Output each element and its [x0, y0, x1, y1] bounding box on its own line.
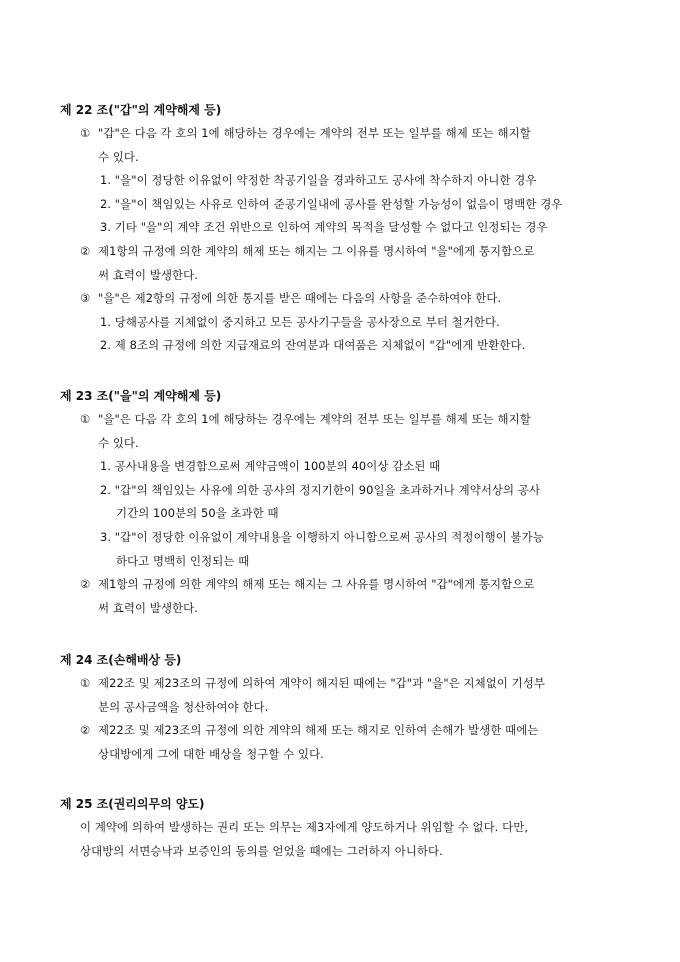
paragraph-number: ①	[80, 126, 91, 140]
list-item: 1. 공사내용을 변경함으로써 계약금액이 100분의 40이상 감소된 때	[100, 459, 441, 474]
continuation-line: 수 있다.	[98, 435, 139, 450]
paragraph-number: ①	[80, 676, 91, 690]
body-line: 이 계약에 의하여 발생하는 권리 또는 의무는 제3자에게 양도하거나 위임할 수 없다. 다만,	[80, 820, 529, 834]
paragraph-line	[60, 287, 640, 311]
article-heading: 제 23 조("을"의 계약해제 등)	[60, 389, 222, 403]
article-heading: 제 22 조("갑"의 계약해제 등)	[60, 103, 222, 117]
paragraph-text: 제1항의 규정에 의한 계약의 해제 또는 해지는 그 이유를 명시하여 "을"에게 통지함으로	[98, 243, 535, 258]
paragraph-line	[60, 240, 640, 264]
paragraph-text: "을"은 제2항의 규정에 의한 통지를 받은 때에는 다음의 사항을 준수하여야 한다.	[98, 291, 502, 306]
paragraph-number: ②	[80, 243, 91, 258]
list-item: 2. 제 8조의 규정에 의한 지급재료의 잔여분과 대여품은 지체없이 "갑"에게 반환한다.	[100, 338, 526, 353]
list-item: 2. "을"이 책임있는 사유로 인하여 준공기일내에 공사를 완성할 가능성이 없음이 명백한 경우	[100, 196, 563, 211]
continuation-line: 상대방에게 그에 대한 배상을 청구할 수 있다.	[98, 746, 324, 761]
list-item: 3. "갑"이 정당한 이유없이 계약내용을 이행하지 아니함으로써 공사의 적정이행이 불가능	[100, 529, 544, 544]
continuation-line: 수 있다.	[98, 149, 139, 164]
paragraph-number: ②	[80, 723, 91, 738]
list-item: 2. "갑"의 책임있는 사유에 의한 공사의 정지기한이 90일을 초과하거나 계약서상의 공사	[100, 482, 541, 497]
article-heading: 제 25 조(권리의무의 양도)	[60, 797, 205, 811]
article-25	[60, 792, 640, 863]
article-24	[60, 648, 640, 766]
body-line: 상대방의 서면승낙과 보증인의 동의를 얻었을 때에는 그러하지 아니하다.	[80, 843, 443, 858]
paragraph-number: ①	[80, 412, 91, 426]
continuation-line: 기간의 100분의 50을 초과한 때	[116, 506, 279, 521]
paragraph-text: "을"은 다음 각 호의 1에 해당하는 경우에는 계약의 전부 또는 일부를 해제 또는 해지할	[98, 412, 531, 426]
paragraph-line	[60, 408, 640, 432]
paragraph-text: 제22조 및 제23조의 규정에 의한 계약의 해제 또는 해지로 인하여 손해가 발생한 때에는	[98, 723, 539, 738]
paragraph-number: ③	[80, 291, 91, 306]
list-item: 1. "을"이 정당한 이유없이 약정한 착공기일을 경과하고도 공사에 착수하지 아니한 경우	[100, 173, 537, 188]
paragraph-line	[60, 122, 640, 146]
paragraph-line	[60, 719, 640, 743]
article-heading: 제 24 조(손해배상 등)	[60, 653, 182, 667]
paragraph-line	[60, 672, 640, 696]
list-item: 3. 기타 "을"의 계약 조건 위반으로 인하여 계약의 목적을 달성할 수 없다고 인정되는 경우	[100, 220, 548, 235]
paragraph-text: "갑"은 다음 각 호의 1에 해당하는 경우에는 계약의 전부 또는 일부를 해제 또는 해지할	[98, 126, 531, 140]
paragraph-line	[60, 573, 640, 597]
article-23	[60, 384, 640, 620]
continuation-line: 써 효력이 발생한다.	[98, 600, 198, 615]
continuation-line: 분의 공사금액을 청산하여야 한다.	[98, 699, 269, 714]
continuation-line: 써 효력이 발생한다.	[98, 267, 198, 282]
paragraph-text: 제1항의 규정에 의한 계약의 해제 또는 해지는 그 사유를 명시하여 "갑"에게 통지함으로	[98, 577, 535, 592]
list-item: 1. 당해공사를 지체없이 중지하고 모든 공사기구들을 공사장으로 부터 철거한다.	[100, 314, 500, 329]
article-22	[60, 98, 640, 358]
continuation-line: 하다고 명백히 인정되는 때	[116, 553, 250, 568]
paragraph-number: ②	[80, 577, 91, 592]
paragraph-text: 제22조 및 제23조의 규정에 의하여 계약이 해지된 때에는 "갑"과 "을"은 지체없이 기성부	[98, 676, 545, 690]
